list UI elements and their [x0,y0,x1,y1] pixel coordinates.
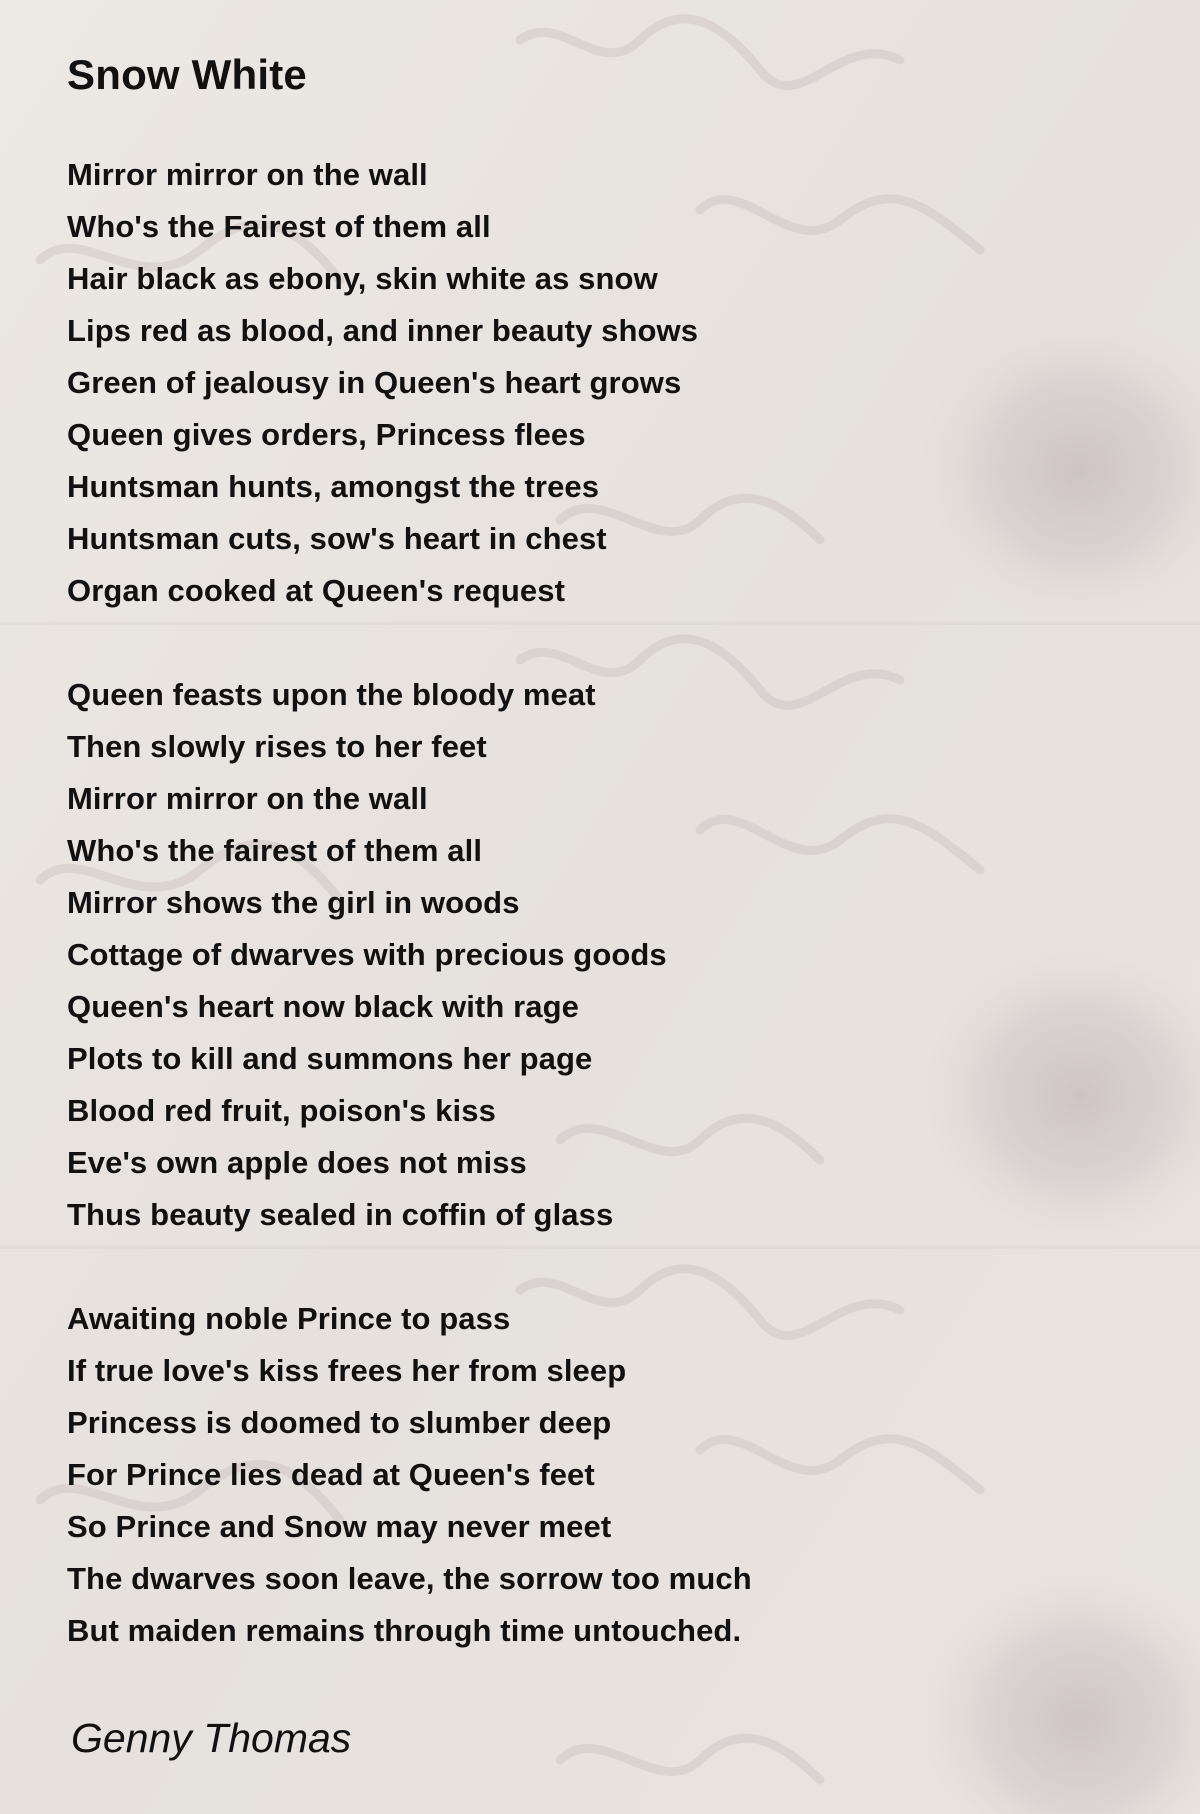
poem-line: Then slowly rises to her feet [67,729,487,764]
poem-line: For Prince lies dead at Queen's feet [67,1457,595,1492]
poem-stanza-1 [67,149,698,617]
poem-line: Queen gives orders, Princess flees [67,417,586,452]
poem-line: The dwarves soon leave, the sorrow too much [67,1561,752,1596]
poem-line: Plots to kill and summons her page [67,1041,593,1076]
poem-line: Queen feasts upon the bloody meat [67,677,596,712]
poem-author: Genny Thomas [71,1715,352,1761]
poem-line: Green of jealousy in Queen's heart grows [67,365,682,400]
poem-line: Mirror shows the girl in woods [67,885,520,920]
poem-line: But maiden remains through time untouched. [67,1613,742,1648]
poem-line: Who's the Fairest of them all [67,209,491,244]
poem-title: Snow White [67,51,307,98]
poem-stanza-3 [67,1293,752,1657]
poem-line: Hair black as ebony, skin white as snow [67,261,658,296]
poem-line: Eve's own apple does not miss [67,1145,527,1180]
poem-line: Queen's heart now black with rage [67,989,579,1024]
poem-line: Princess is doomed to slumber deep [67,1405,612,1440]
poem-line: Organ cooked at Queen's request [67,573,565,608]
poem-line: Lips red as blood, and inner beauty shows [67,313,699,348]
poem-line: Who's the fairest of them all [67,833,483,868]
poem-line: Thus beauty sealed in coffin of glass [67,1197,614,1232]
poem-stanza-2 [67,669,667,1241]
poem-line: So Prince and Snow may never meet [67,1509,612,1544]
poem-line: Huntsman cuts, sow's heart in chest [67,521,607,556]
poem-line: Mirror mirror on the wall [67,781,428,816]
poem-line: Mirror mirror on the wall [67,157,428,192]
poem-line: Awaiting noble Prince to pass [67,1301,511,1336]
poem-line: Blood red fruit, poison's kiss [67,1093,496,1128]
poem-line: Huntsman hunts, amongst the trees [67,469,600,504]
poem-line: If true love's kiss frees her from sleep [67,1353,627,1388]
poem-line: Cottage of dwarves with precious goods [67,937,667,972]
